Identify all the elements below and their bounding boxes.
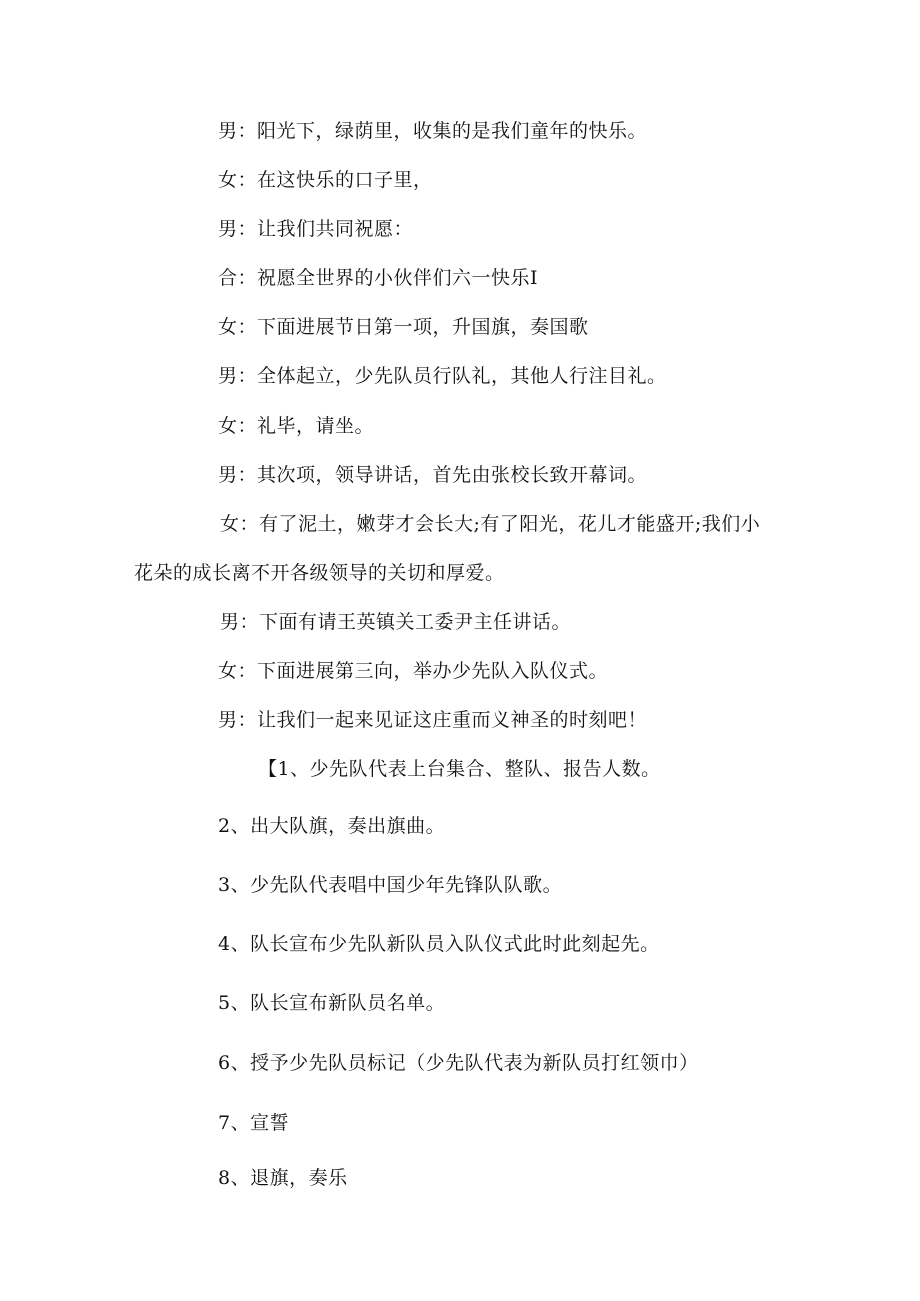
paragraph-line: 女：在这快乐的口子里，: [218, 169, 433, 191]
list-item: 6、授予少先队员标记（少先队代表为新队员打红领巾）: [218, 1052, 699, 1074]
paragraph-line: 花朵的成长离不开各级领导的关切和厚爱。: [134, 562, 505, 584]
paragraph-line: 女：下面进展第三向，举办少先队入队仪式。: [218, 660, 609, 682]
list-item: 【1、少先队代表上台集合、整队、报告人数。: [258, 758, 661, 780]
paragraph-line: 合：祝愿全世界的小伙伴们六一快乐I: [218, 267, 539, 289]
list-item: 3、少先队代表唱中国少年先锋队队歌。: [218, 874, 563, 896]
paragraph-line: 男：全体起立，少先队员行队礼，其他人行注目礼。: [218, 365, 667, 387]
list-item: 2、出大队旗，奏出旗曲。: [218, 815, 446, 837]
paragraph-line: 女：有了泥土，嫩芽才会长大;有了阳光，花儿才能盛开;我们小: [220, 513, 761, 535]
paragraph-line: 男：下面有请王英镇关工委尹主任讲话。: [220, 611, 572, 633]
paragraph-line: 男：其次项，领导讲话，首先由张校长致开幕词。: [218, 464, 648, 486]
list-item: 5、队长宣布新队员名单。: [218, 992, 446, 1014]
paragraph-line: 男：让我们一起来见证这庄重而义神圣的时刻吧！: [218, 709, 648, 731]
list-item: 7、宣誓: [218, 1112, 290, 1134]
paragraph-line: 女：礼毕，请坐。: [218, 415, 375, 437]
list-item: 8、退旗，奏乐: [218, 1167, 348, 1189]
paragraph-line: 男：让我们共同祝愿：: [218, 218, 414, 240]
list-item: 4、队长宣布少先队新队员入队仪式此时此刻起先。: [218, 933, 660, 955]
paragraph-line: 男：阳光下，绿荫里，收集的是我们童年的快乐。: [218, 120, 648, 142]
paragraph-line: 女：下面进展节日第一项，升国旗，奏国歌: [218, 316, 589, 338]
